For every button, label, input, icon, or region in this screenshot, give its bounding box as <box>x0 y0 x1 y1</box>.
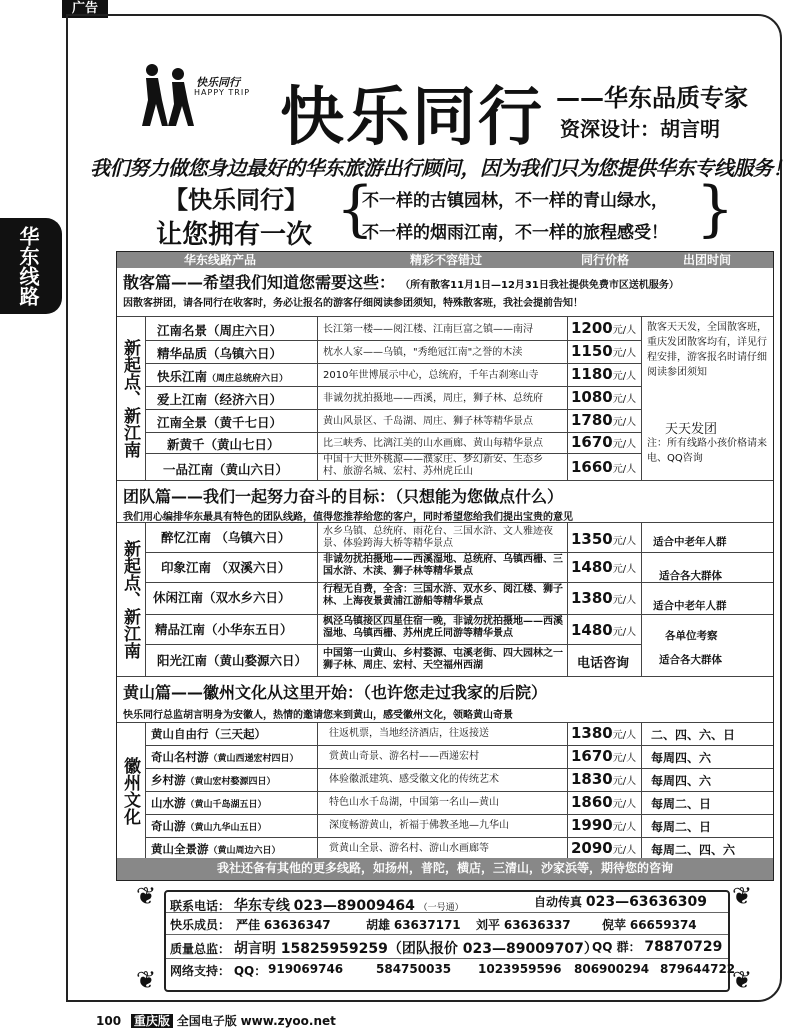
divider <box>145 644 641 645</box>
director-label: 质量总监： <box>170 942 231 956</box>
price-unit: 元/人 <box>612 536 637 547</box>
member-phone: 63636347 <box>263 918 331 932</box>
departure-days: 二、四、六、日 <box>651 728 736 742</box>
website-link[interactable]: www.zyoo.net <box>240 1014 336 1028</box>
route-name-note: （黄山九华山五日） <box>185 823 267 833</box>
route-name <box>151 772 276 788</box>
price-value: 1380 <box>571 724 613 742</box>
price-value: 1860 <box>571 793 613 811</box>
route-name: 醉忆江南 （乌镇六日） <box>161 530 291 545</box>
route-name-note: （黄山西递宏村四日） <box>208 754 299 764</box>
scatter-heading <box>123 270 679 293</box>
fax-number: 023—63636309 <box>585 894 707 910</box>
ornament-icon: ❦ <box>136 966 157 994</box>
scatter-title: 散客篇——希望我们知道您需要这些： <box>123 273 396 292</box>
qq-number: 806900294 <box>574 962 650 976</box>
brand-title: 快乐同行 <box>280 80 544 155</box>
price-value: 1180 <box>571 365 613 383</box>
route-price <box>571 411 636 429</box>
ornament-icon: ❦ <box>732 966 753 994</box>
price-value: 1480 <box>571 558 613 576</box>
divider <box>145 340 641 341</box>
divider <box>117 522 773 523</box>
member <box>236 916 331 933</box>
route-name <box>151 818 267 834</box>
route-name-main: 黄山全景游 <box>151 842 209 856</box>
group-title: 团队篇——我们一起努力奋斗的目标：（只想能为您做点什么） <box>123 487 564 506</box>
divider <box>117 722 773 723</box>
support-line <box>170 962 266 979</box>
price-value: 1080 <box>571 388 613 406</box>
member-phone: 63636337 <box>503 918 571 932</box>
scatter-title-note: （所有散客11月1日—12月31日我社提供免费市区送机服务） <box>400 280 679 291</box>
qq-number: 1023959596 <box>478 962 562 976</box>
member-phone: 63637171 <box>393 918 461 932</box>
divider <box>145 768 773 769</box>
hotline-label: 华东专线 <box>233 898 290 914</box>
departure-note: 散客天天发，全国散客班，重庆发团散客均有，详见行程安排，游客报名时请仔细阅读参团须知 <box>647 322 767 378</box>
route-desc: 行程无自费，全含：三国水浒、双水乡、阅江楼、狮子林、上海夜景黄浦江游船等精华景点 <box>323 584 563 607</box>
price-unit: 元/人 <box>612 394 637 405</box>
designer-credit: 资深设计：胡言明 <box>560 117 720 141</box>
route-name <box>157 367 288 385</box>
divider <box>641 522 642 676</box>
route-desc: 往返机票，当地经济酒店，往返接送 <box>329 728 489 739</box>
route-desc: 深度畅游黄山，祈福于佛教圣地—九华山 <box>329 820 509 831</box>
divider <box>145 522 146 676</box>
col-product: 华东线路产品 <box>183 253 256 267</box>
route-desc: 中国第一山黄山、乡村婺源、屯溪老街、四大园林之一狮子林、周庄、宏村、天空福州西湖 <box>323 648 563 671</box>
divider <box>145 552 773 553</box>
tagline-offer: 让您拥有一次 <box>156 220 313 250</box>
route-name: 阳光江南（黄山婺源六日） <box>157 653 308 668</box>
route-price <box>571 458 636 476</box>
member-name: 刘平 <box>476 918 501 932</box>
route-name-note: （黄山宏村婺源四日） <box>185 777 276 787</box>
phone-label: 联系电话： <box>170 899 231 913</box>
departure-days: 每周二、日 <box>651 820 712 834</box>
group-side-label: 新起点、新江南 <box>120 539 140 659</box>
price-unit: 元/人 <box>612 822 637 833</box>
route-price <box>571 530 636 548</box>
route-price: 电话咨询 <box>577 656 630 671</box>
route-name: 爱上江南（经济六日） <box>157 392 283 407</box>
route-price <box>571 724 636 742</box>
target-group: 适合中老年人群 <box>653 600 727 612</box>
route-name-note: （黄山千岛湖五日） <box>185 800 267 810</box>
fax-label: 自动传真 <box>534 895 583 909</box>
brace-right: } <box>696 174 735 244</box>
edition-badge: 重庆版 <box>131 1014 173 1028</box>
divider <box>145 837 773 838</box>
qq-number: 919069746 <box>268 962 344 976</box>
route-name: 印象江南 （双溪六日） <box>161 560 291 575</box>
price-value: 1380 <box>571 589 613 607</box>
divider <box>145 582 773 583</box>
hotline-note: （一号通） <box>418 903 464 913</box>
route-desc: 中国十大世外桃源——濮家庄、梦幻新安、生态乡村、旅游名城、宏村、苏州虎丘山 <box>323 454 543 477</box>
huangshan-note: 快乐同行总监胡言明身为安徽人，热情的邀请您来到黄山，感受徽州文化，领略黄山奇景 <box>123 710 513 721</box>
price-value: 1150 <box>571 342 613 360</box>
route-desc: 2010年世博展示中心，总统府，千年古刹寒山寺 <box>323 370 539 381</box>
price-value: 1780 <box>571 411 613 429</box>
route-name: 江南全景（黄千七日） <box>157 415 283 430</box>
route-price <box>571 770 636 788</box>
slogan: 我们努力做您身边最好的华东旅游出行顾问，因为我们只为您提供华东专线服务！ <box>90 156 792 180</box>
departure-days: 每周二、日 <box>651 797 712 811</box>
qq-label: QQ： <box>233 964 267 978</box>
director-line <box>170 938 598 958</box>
route-name <box>151 749 299 765</box>
price-value: 1670 <box>571 433 613 451</box>
qq-group-label: QQ 群： <box>592 940 641 954</box>
divider <box>166 958 728 959</box>
col-price: 同行价格 <box>580 253 629 267</box>
member-name: 胡雄 <box>366 918 391 932</box>
divider <box>567 522 568 676</box>
page-footer <box>96 1012 336 1029</box>
route-desc: 赏黄山奇景、游名村——西递宏村 <box>329 751 479 762</box>
price-unit: 元/人 <box>612 439 637 450</box>
route-name-main: 黄山自由行（三天起） <box>151 727 266 741</box>
route-desc: 非诚勿扰拍摄地——西溪，周庄，狮子林、总统府 <box>323 393 543 404</box>
ornament-icon: ❦ <box>732 882 753 910</box>
route-price <box>571 793 636 811</box>
price-value: 1830 <box>571 770 613 788</box>
ornament-icon: ❦ <box>136 882 157 910</box>
departure-days: 每周四、六 <box>651 774 712 788</box>
route-name: 精华品质（乌镇六日） <box>157 346 283 361</box>
price-value: 1990 <box>571 816 613 834</box>
route-price <box>571 747 636 765</box>
member-name: 严佳 <box>236 918 261 932</box>
route-desc: 枕水人家——乌镇，"秀绝冠江南"之誉的木渎 <box>323 347 523 358</box>
brand-subtitle: ——华东品质专家 <box>556 84 748 112</box>
divider <box>145 386 641 387</box>
divider <box>317 522 318 676</box>
route-price <box>571 433 636 451</box>
fax-line <box>534 893 707 910</box>
divider <box>145 791 773 792</box>
edition-suffix: 全国电子版 <box>176 1014 237 1028</box>
route-name <box>151 795 267 811</box>
price-value: 1480 <box>571 621 613 639</box>
divider <box>145 409 641 410</box>
qq-group-number: 78870729 <box>644 939 723 955</box>
route-name-main: 快乐江南 <box>157 369 208 384</box>
promise-line-2: 不一样的烟雨江南，不一样的旅程感受！ <box>362 223 668 243</box>
route-name-main: 乡村游 <box>151 773 186 787</box>
member-name: 倪苹 <box>602 918 627 932</box>
price-unit: 元/人 <box>612 348 637 359</box>
members-line <box>170 916 230 933</box>
member-phone: 66659374 <box>629 918 697 932</box>
route-desc: 黄山风景区、千岛湖、周庄、狮子林等精华景点 <box>323 416 533 427</box>
col-highlights: 精彩不容错过 <box>409 253 482 267</box>
price-unit: 元/人 <box>612 776 637 787</box>
route-price <box>571 342 636 360</box>
brace-left: { <box>336 174 375 244</box>
divider <box>145 745 773 746</box>
tagline-brand: 【快乐同行】 <box>164 186 308 214</box>
route-price <box>571 839 636 857</box>
route-name-note: （黄山周边六日） <box>208 846 281 856</box>
price-unit: 元/人 <box>612 799 637 810</box>
divider <box>117 480 773 481</box>
members-label: 快乐成员： <box>170 918 231 932</box>
logo-text: 快乐同行 <box>196 76 240 89</box>
price-value: 1200 <box>571 319 613 337</box>
price-unit: 元/人 <box>612 730 637 741</box>
price-value: 1350 <box>571 530 613 548</box>
closing-note: 我社还备有其他的更多线路，如扬州，普陀，横店，三清山，沙家浜等，期待您的咨询 <box>117 858 773 880</box>
divider <box>145 432 641 433</box>
qq-number: 584750035 <box>376 962 452 976</box>
price-unit: 元/人 <box>612 595 637 606</box>
price-unit: 元/人 <box>612 417 637 428</box>
price-value: 2090 <box>571 839 613 857</box>
departure-days: 每周二、四、六 <box>651 843 736 857</box>
page-number: 100 <box>96 1014 122 1028</box>
route-price <box>571 319 636 337</box>
price-unit: 元/人 <box>612 845 637 856</box>
contact-panel <box>136 882 754 1000</box>
route-desc: 体验徽派建筑、感受徽文化的传统艺术 <box>329 774 499 785</box>
price-unit: 元/人 <box>612 325 637 336</box>
route-name <box>151 726 266 742</box>
route-desc: 比三峡秀、比漓江美的山水画廊、黄山每精华景点 <box>323 438 543 449</box>
price-value: 1670 <box>571 747 613 765</box>
target-group: 适合各大群体 <box>659 654 722 666</box>
target-group: 适合各大群体 <box>659 570 722 582</box>
side-tab: 华东线路 <box>0 218 62 314</box>
huangshan-side-label: 徽州文化 <box>120 757 140 825</box>
divider <box>641 316 642 480</box>
huangshan-title: 黄山篇——徽州文化从这里开始：（也许您走过我家的后院） <box>123 683 548 702</box>
departure-daily: 天天发团 <box>665 422 718 437</box>
route-name-note: （周庄总统府六日） <box>207 374 289 384</box>
group-note: 我们用心编排华东最具有特色的团队线路，值得您推荐给您的客户，同时希望您给我们提出宝贵的意见 <box>123 512 573 523</box>
route-price <box>571 621 636 639</box>
route-name-main: 奇山名村游 <box>151 750 209 764</box>
route-name <box>151 841 281 857</box>
promise-line-1: 不一样的古镇园林，不一样的青山绿水， <box>362 191 668 211</box>
hotline-number: 023—89009464 <box>293 898 415 914</box>
col-departure: 出团时间 <box>682 253 731 267</box>
member <box>366 916 461 933</box>
director-contact: 胡言明 15825959259（团队报价 023—89009707） <box>233 941 598 957</box>
route-name: 一品江南（黄山六日） <box>163 462 289 477</box>
target-group: 适合中老年人群 <box>653 536 727 548</box>
route-name: 休闲江南（双水乡六日） <box>153 590 291 605</box>
price-value: 1660 <box>571 458 613 476</box>
route-desc: 水乡乌镇、总统府、雨花台、三国水浒、文人雅迹夜景、体验跨海大桥等精华景点 <box>323 526 553 549</box>
price-unit: 元/人 <box>612 564 637 575</box>
price-unit: 元/人 <box>612 753 637 764</box>
departure-days: 每周四、六 <box>651 751 712 765</box>
support-label: 网络支持： <box>170 964 231 978</box>
route-desc: 赏黄山全景、游名村、游山水画廊等 <box>329 843 489 854</box>
ad-tag: 广告 <box>62 0 108 18</box>
route-name: 精品江南（小华东五日） <box>155 622 293 637</box>
divider <box>117 316 773 317</box>
divider <box>166 934 728 935</box>
route-price <box>571 365 636 383</box>
logo-english: HAPPY TRIP <box>194 88 251 97</box>
price-unit: 元/人 <box>612 464 637 475</box>
route-price <box>571 388 636 406</box>
divider <box>145 363 641 364</box>
route-desc: 长江第一楼——阅江楼、江南巨富之镇——南浔 <box>323 324 533 335</box>
route-price <box>571 558 636 576</box>
route-price <box>571 816 636 834</box>
route-name: 江南名景（周庄六日） <box>157 323 283 338</box>
divider <box>166 912 728 913</box>
route-table <box>116 251 774 881</box>
divider <box>145 814 773 815</box>
qq-number: 879644722 <box>660 962 736 976</box>
member <box>476 916 571 933</box>
route-desc: 枫泾乌镇接区四星住宿一晚，非诚勿扰拍摄地——西溪湿地、乌镇西栅、苏州虎丘同游等精华景点 <box>323 616 563 639</box>
target-group: 各单位考察 <box>665 630 718 642</box>
route-name: 新黄千（黄山七日） <box>167 437 280 452</box>
route-price <box>571 589 636 607</box>
route-desc: 特色山水千岛湖，中国第一名山—黄山 <box>329 797 499 808</box>
divider <box>117 676 773 677</box>
qq-group-line <box>592 938 722 955</box>
price-unit: 元/人 <box>612 371 637 382</box>
scatter-note: 因散客拼团，请各同行在收客时，务必让报名的游客仔细阅读参团须知，特殊散客班，我社会提前告知！ <box>123 298 583 309</box>
price-unit: 元/人 <box>612 627 637 638</box>
route-name-main: 山水游 <box>151 796 186 810</box>
scatter-side-label: 新起点、新江南 <box>120 338 140 458</box>
divider <box>145 614 773 615</box>
member <box>602 916 697 933</box>
departure-extra: 注：所有线路小孩价格请来电、QQ咨询 <box>647 438 767 464</box>
route-name-main: 奇山游 <box>151 819 186 833</box>
route-desc: 非诚勿扰拍摄地——西溪湿地、总统府、乌镇西栅、三国水浒、木渎、狮子林等精华景点 <box>323 554 563 577</box>
